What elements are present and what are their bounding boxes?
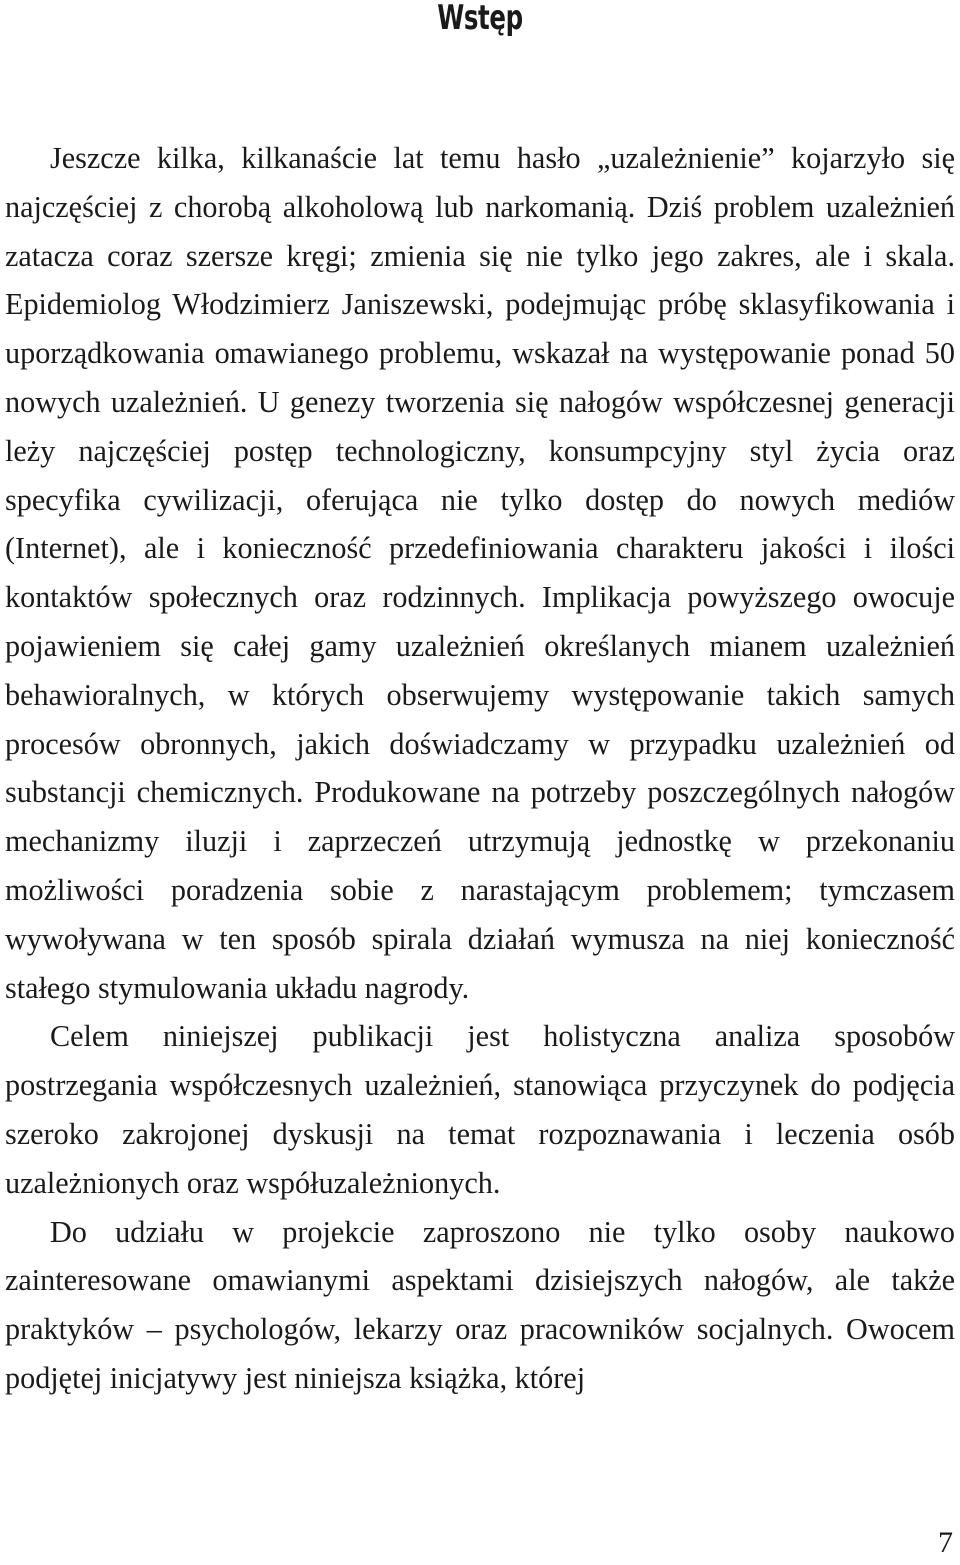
paragraph-1: Jeszcze kilka, kilkanaście lat temu hasło „uzależnienie” kojarzyło się najczęściej z chorobą alkoholową lub narkomanią. Dziś problem uzależnień zatacza coraz szersze kręgi; zmienia się nie tylko jego zakres, ale i skala. Epidemiolog Włodzimierz Janiszewski, podejmując próbę sklasyfikowania i uporządkowania omawianego problemu, wskazał na występowanie ponad 50 nowych uzależnień. U genezy tworzenia się nałogów współczesnej generacji leży najczęściej postęp technologiczny, konsumpcyjny styl życia oraz specyfika cywilizacji, oferująca nie tylko dostęp do nowych mediów (Internet), ale i konieczność przedefiniowania charakteru jakości i ilości kontaktów społecznych oraz rodzinnych. Implikacja powyższego owocuje pojawieniem się całej gamy uzależnień określanych mianem uzależnień behawioralnych, w których obserwujemy występowanie takich samych procesów obronnych, jakich doświadczamy w przypadku uzależnień od substancji chemicznych. Produkowane na potrzeby poszczególnych nałogów mechanizmy iluzji i zaprzeczeń utrzymują jednostkę w przekonaniu możliwości poradzenia sobie z narastającym problemem; tymczasem wywoływana w ten sposób spirala działań wymusza na niej konieczność stałego stymulowania układu nagrody. — [5, 141, 955, 1005]
page-title: Wstęp — [437, 0, 523, 38]
paragraph-2: Celem niniejszej publikacji jest holistyczna analiza sposobów postrzegania współczesnych uzależnień, stanowiąca przyczynek do podjęcia szeroko zakrojonej dyskusji na temat rozpoznawania i leczenia osób uzależnionych oraz współuzależnionych. — [5, 1019, 955, 1200]
paragraph-3: Do udziału w projekcie zaproszono nie tylko osoby naukowo zainteresowane omawianymi aspektami dzisiejszych nałogów, ale także praktyków – psychologów, lekarzy oraz pracowników socjalnych. Owocem podjętej inicjatywy jest niniejsza książka, której — [5, 1214, 955, 1395]
page-number: 7 — [938, 1526, 953, 1559]
body-text — [5, 134, 955, 1403]
